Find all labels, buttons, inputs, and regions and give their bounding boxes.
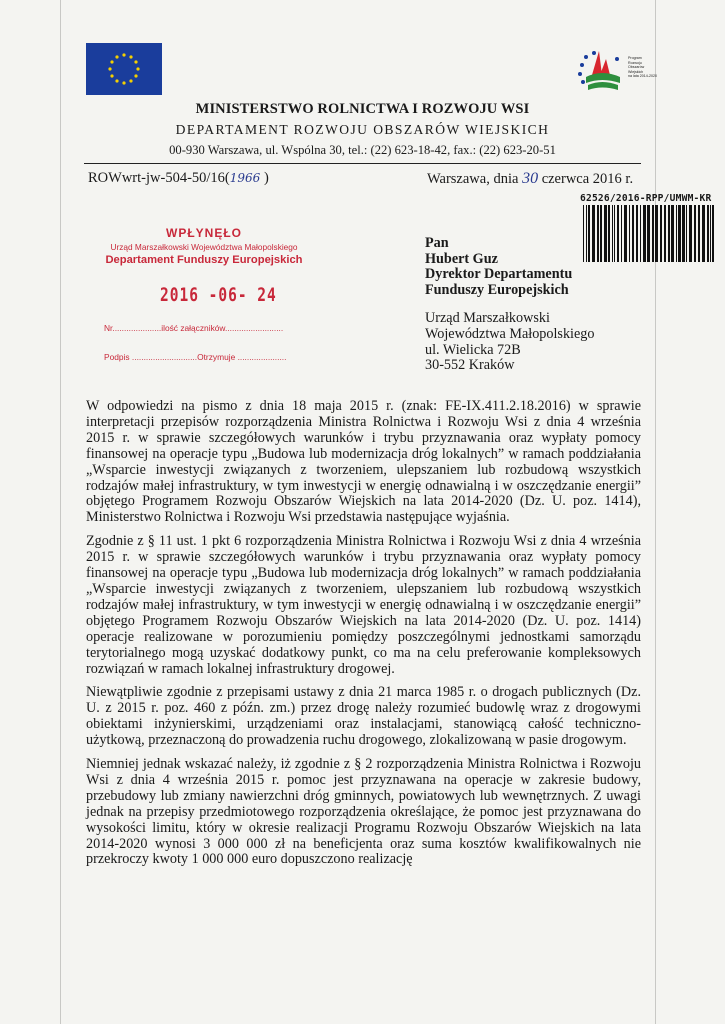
barcode-bar [694,205,696,262]
barcode-bar [621,205,622,262]
barcode-bar [671,205,674,262]
barcode-bar [660,205,662,262]
stamp-office: Urząd Marszałkowski Województwa Małopolskiego [110,242,298,252]
stamp-title: WPŁYNĘŁO [166,226,242,240]
stamp-number-line: Nr.....................ilość załączników......................... [104,323,284,333]
prow-logo-text-line: na lata 2014-2020 [628,74,657,79]
recipient-organization: Urząd Marszałkowski [425,310,550,327]
recipient-position: Dyrektor Departamentu [425,266,573,283]
barcode-bar [664,205,666,262]
received-stamp [96,226,312,362]
barcode-bar [612,205,613,262]
barcode-bar [689,205,692,262]
barcode-bar [608,205,610,262]
letter-date [427,170,633,188]
reference-suffix: ) [260,170,269,186]
barcode-number: 62526/2016-RPP/UMWM-KR [580,193,712,204]
barcode-bar [668,205,670,262]
barcode-bar [712,205,714,262]
recipient-position: Funduszy Europejskich [425,281,569,298]
recipient-block [425,236,594,374]
barcode-bar [636,205,638,262]
barcode-bar [686,205,687,262]
barcode-bar [617,205,619,262]
barcode-bar [632,205,634,262]
barcode-bar [678,205,681,262]
reference-handwritten: 1966 [229,171,261,185]
body-paragraph: Zgodnie z § 11 ust. 1 pkt 6 rozporządzenia Ministra Rolnictwa i Rozwoju Wsi z dnia 4 września 2015 r. w sprawie szczegółowych warunków i trybu przyznawania oraz wypłaty pomocy finansowej na operacje typu „Budowa lub modernizacja dróg lokalnych” w ramach poddziałania „Wsparcie inwestycji związanych z tworzeniem, ulepszaniem lub rozbudową wszystkich rodzajów małej infrastruktury, w tym inwestycji w energię odnawialną i w oszczędzanie energii” objętego Programem Rozwoju Obszarów Wiejskich na lata 2014-2020 (Dz. U. poz. 1414) operacje realizowane w porozumieniu pomiędzy poszczególnymi jednostkami samorządu terytorialnego mogą uzyskać dodatkowy punkt, co ma na celu preferowanie kompleksowych rozwiązań w ramach lokalnej infrastruktury drogowej. [86,533,641,677]
body-paragraph: Niewątpliwie zgodnie z przepisami ustawy z dnia 21 marca 1985 r. o drogach publicznych (Dz. U. z 2015 r. poz. 460 z późn. zm.) przez drogę należy rozumieć budowlę wraz z drogowymi obiektami inżynierskimi, urządzeniami oraz instalacjami, stanowiącą całość techniczno-użytkową, przeznaczoną do prowadzenia ruchu drogowego, zlokalizowaną w pasie drogowym. [86,684,641,749]
date-prefix: Warszawa, dnia [427,171,523,187]
ministry-address: 00-930 Warszawa, ul. Wspólna 30, tel.: (22) 623-18-42, fax.: (22) 623-20-51 [169,143,556,157]
recipient-city: 30-552 Kraków [425,357,515,374]
prow-logo-text-line: Rozwoju [628,60,642,65]
barcode-bar [640,205,641,262]
barcode-bar [707,205,709,262]
recipient-name: Hubert Guz [425,250,498,267]
barcode-bar [597,205,599,262]
letter-body [86,399,641,876]
ministry-name: MINISTERSTWO ROLNICTWA I ROZWOJU WSI [195,101,530,117]
body-paragraph: Niemniej jednak wskazać należy, iż zgodnie z § 2 rozporządzenia Ministra Rolnictwa i Rozwoju Wsi z dnia 4 września 2015 r. pomoc jest przyznawana na operacje w zakresie budowy, przebudowy lub zmiany nawierzchni dróg gminnych, powiatowych lub wewnętrznych. Z uwagi jednak na przepisy przedmiotowego rozporządzenia określające, że pomoc jest przyznawana do wysokości limitu, który w okresie realizacji Programu Rozwoju Obszarów Wiejskich na lata 2014-2020 wynosi 3 000 000 zł na beneficjenta oraz suma kosztów kwalifikowalnych nie przekroczy kwoty 1 000 000 euro dopuszczono realizację [86,756,641,868]
recipient-salutation: Pan [425,235,449,251]
body-paragraph: W odpowiedzi na pismo z dnia 18 maja 2015 r. (znak: FE-IX.411.2.18.2016) w sprawie interpretacji przepisów rozporządzenia Ministra Rolnictwa i Rozwoju Wsi z dnia 4 września 2015 r. w sprawie szczegółowych warunków i trybu przyznawania oraz wypłaty pomocy finansowej na operacje typu „Budowa lub modernizacja dróg lokalnych” w ramach poddziałania „Wsparcie inwestycji związanych z tworzeniem, ulepszaniem lub rozbudową wszystkich rodzajów małej infrastruktury, w tym inwestycji w energię odnawialną i w oszczędzanie energii” objętego Programem Rozwoju Obszarów Wiejskich na lata 2014-2020 (Dz. U. poz. 1414), Ministerstwo Rolnictwa i Rozwoju Wsi przedstawia następujące wyjaśnia. [86,398,641,526]
eu-flag-icon [86,43,162,95]
header-divider [84,163,641,164]
barcode-bar [655,205,658,262]
barcode-bar [647,205,650,262]
barcode-bar [629,205,630,262]
barcode-bar [624,205,627,262]
barcode-icon [582,205,716,262]
barcode-bar [676,205,677,262]
prow-logo-text-line: Wiejskich [628,69,644,74]
prow-logo-text-line: Program [628,56,642,60]
recipient-street: ul. Wielicka 72B [425,341,521,358]
department-name: DEPARTAMENT ROZWOJU OBSZARÓW WIEJSKICH [175,122,550,137]
barcode-bar [600,205,602,262]
prow-logo-text-line: Obszarów [628,65,645,70]
barcode-bar [604,205,607,262]
stamp-department: Departament Funduszy Europejskich [105,254,303,266]
barcode-bar [698,205,700,262]
recipient-organization: Województwa Małopolskiego [425,325,595,342]
barcode-bar [614,205,615,262]
date-handwritten-day: 30 [522,170,539,187]
stamp-signature-line: Podpis ............................Otrzymuje ..................... [104,352,287,362]
barcode-bar [702,205,705,262]
barcode-bar [652,205,654,262]
barcode-bar [710,205,711,262]
prow-logo-text [628,56,657,79]
reference-number [88,170,269,187]
barcode-bar [682,205,685,262]
reference-prefix: ROWwrt-jw-504-50/16( [88,170,230,186]
barcode-bar [643,205,646,262]
date-suffix: czerwca 2016 r. [538,171,634,187]
stamp-date: 2016 -06- 24 [160,285,277,307]
